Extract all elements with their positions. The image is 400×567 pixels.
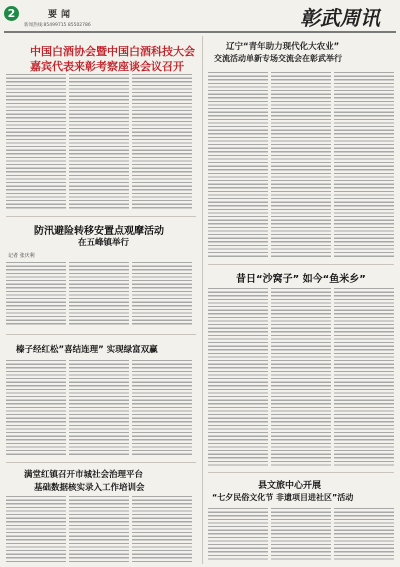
body-text <box>271 72 331 258</box>
divider <box>6 462 196 463</box>
body-text <box>271 288 331 466</box>
divider <box>6 216 196 217</box>
body-text <box>6 262 66 326</box>
divider <box>208 264 394 265</box>
body-text <box>208 288 268 466</box>
divider <box>208 472 394 473</box>
divider <box>202 36 203 564</box>
headline-1: 中国白酒协会暨中国白酒科技大会 <box>30 45 195 58</box>
body-text <box>6 496 66 562</box>
body-text <box>132 262 192 326</box>
body-text <box>334 72 394 258</box>
body-text <box>132 496 192 562</box>
headline-4: 榛子经红松”喜结连理” 实现绿富双赢 <box>16 345 158 355</box>
headline-7: 县文旅中心开展 <box>258 481 322 491</box>
body-text <box>6 360 66 456</box>
headline-6: 满堂红镇召开市城社会治理平台 <box>24 470 144 480</box>
body-text <box>208 508 268 562</box>
edition-line: 新闻热线:85499715 85502786 <box>24 23 91 28</box>
body-text <box>69 74 129 210</box>
subhead-3: 在五峰镇举行 <box>78 238 130 248</box>
body-text <box>69 496 129 562</box>
body-text <box>69 262 129 326</box>
subhead-6: 基础数据核实录入工作培训会 <box>34 483 145 493</box>
masthead <box>0 0 400 32</box>
subhead-2: 交流活动单新专场交流会在彰武举行 <box>214 54 342 63</box>
masthead-rule <box>4 31 396 33</box>
subhead-7: “七夕民俗文化节 非遗项目进社区”活动 <box>212 493 354 502</box>
subhead-1: 嘉宾代表来彰考察座谈会议召开 <box>30 60 184 73</box>
body-text <box>208 72 268 258</box>
body-text <box>271 508 331 562</box>
byline: 记者 张庆利 <box>8 253 35 259</box>
body-text <box>334 288 394 466</box>
headline-3: 防汛避险转移安置点观摩活动 <box>34 226 164 237</box>
divider <box>6 334 196 335</box>
body-text <box>334 508 394 562</box>
page-number: 2 <box>7 7 16 20</box>
body-text <box>132 74 192 210</box>
body-text <box>132 360 192 456</box>
body-text <box>69 360 129 456</box>
section-title: 要闻 <box>48 10 75 20</box>
headline-5: 昔日“沙窝子” 如今“鱼米乡” <box>236 274 366 285</box>
body-text <box>6 74 66 210</box>
paper-name: 彰武周讯 <box>300 6 380 30</box>
headline-2: 辽宁“青年助力现代化大农业” <box>226 42 340 52</box>
